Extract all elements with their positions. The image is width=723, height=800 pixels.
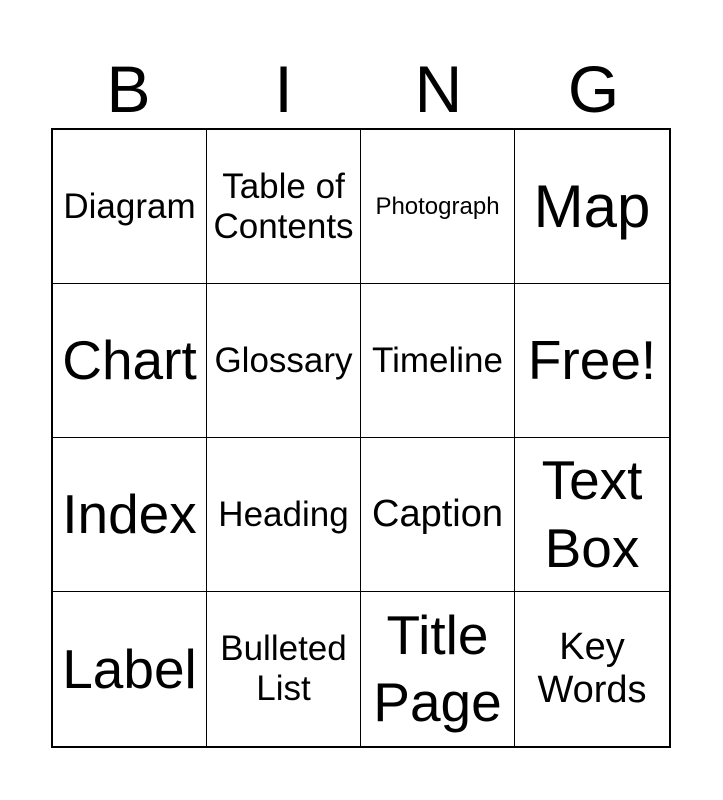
header-letter-i: I xyxy=(274,52,293,126)
bingo-cell-table-of-contents[interactable] xyxy=(207,130,361,284)
cell-label: Text Box xyxy=(541,449,643,579)
cell-label: Table of Contents xyxy=(213,166,354,246)
bingo-cell-chart[interactable] xyxy=(53,284,207,438)
cell-label: Glossary xyxy=(214,340,353,380)
bingo-cell-label[interactable] xyxy=(53,592,207,746)
bingo-cell-caption[interactable] xyxy=(361,438,515,592)
bingo-cell-heading[interactable] xyxy=(207,438,361,592)
cell-label: Index xyxy=(62,483,197,546)
header-letter-g: G xyxy=(567,52,620,126)
bingo-cell-diagram[interactable] xyxy=(53,130,207,284)
bingo-header xyxy=(51,50,671,128)
cell-label: Caption xyxy=(372,493,503,536)
cell-label: Diagram xyxy=(63,186,196,226)
bingo-cell-key-words[interactable] xyxy=(515,592,669,746)
bingo-cell-glossary[interactable] xyxy=(207,284,361,438)
bingo-cell-title-page[interactable] xyxy=(361,592,515,746)
cell-label: Title Page xyxy=(373,603,502,733)
cell-label: Key Words xyxy=(537,626,647,711)
cell-label: Chart xyxy=(62,329,197,392)
cell-label: Timeline xyxy=(372,340,503,380)
bingo-cell-text-box[interactable] xyxy=(515,438,669,592)
cell-label: Bulleted List xyxy=(220,629,347,708)
bingo-cell-map[interactable] xyxy=(515,130,669,284)
bingo-cell-free[interactable] xyxy=(515,284,669,438)
cell-label: Photograph xyxy=(375,192,500,220)
cell-label: Heading xyxy=(218,494,349,534)
cell-label: Label xyxy=(62,637,197,700)
bingo-board xyxy=(51,128,671,748)
cell-label: Map xyxy=(533,172,651,240)
header-letter-n: N xyxy=(414,52,463,126)
header-letter-b: B xyxy=(106,52,151,126)
bingo-cell-photograph[interactable] xyxy=(361,130,515,284)
bingo-cell-index[interactable] xyxy=(53,438,207,592)
cell-label: Free! xyxy=(527,329,657,392)
bingo-cell-timeline[interactable] xyxy=(361,284,515,438)
bingo-cell-bulleted-list[interactable] xyxy=(207,592,361,746)
